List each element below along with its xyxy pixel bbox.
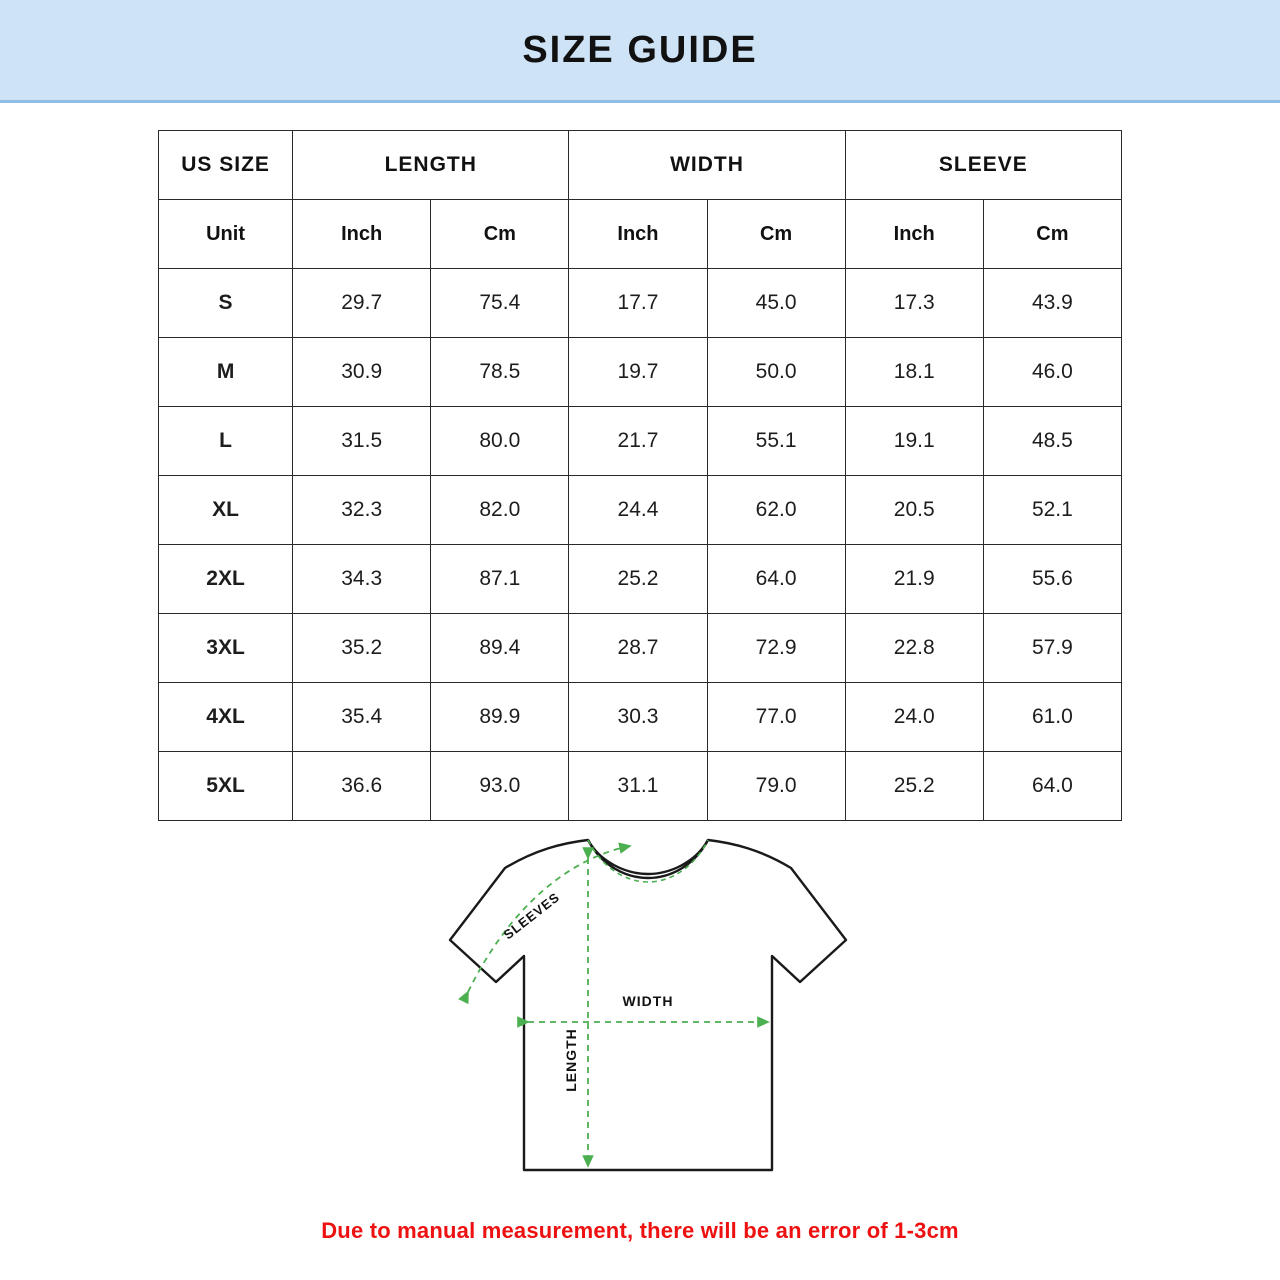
cell-length-inch: 31.5 <box>293 407 431 476</box>
cell-sleeve-inch: 18.1 <box>845 338 983 407</box>
column-header-us-size: US SIZE <box>159 131 293 200</box>
table-unit-row <box>159 200 1122 269</box>
table-row <box>159 407 1122 476</box>
cell-width-cm: 72.9 <box>707 614 845 683</box>
cell-sleeve-inch: 22.8 <box>845 614 983 683</box>
cell-length-cm: 89.9 <box>431 683 569 752</box>
column-header-width: WIDTH <box>569 131 845 200</box>
cell-size: 2XL <box>159 545 293 614</box>
cell-sleeve-cm: 57.9 <box>983 614 1121 683</box>
table-row <box>159 683 1122 752</box>
column-header-sleeve: SLEEVE <box>845 131 1121 200</box>
unit-width-cm: Cm <box>707 200 845 269</box>
cell-length-inch: 29.7 <box>293 269 431 338</box>
cell-sleeve-inch: 17.3 <box>845 269 983 338</box>
cell-sleeve-inch: 25.2 <box>845 752 983 821</box>
cell-sleeve-cm: 64.0 <box>983 752 1121 821</box>
cell-size: M <box>159 338 293 407</box>
cell-length-cm: 80.0 <box>431 407 569 476</box>
cell-sleeve-cm: 43.9 <box>983 269 1121 338</box>
cell-length-inch: 34.3 <box>293 545 431 614</box>
table-row <box>159 614 1122 683</box>
cell-width-inch: 25.2 <box>569 545 707 614</box>
cell-size: 3XL <box>159 614 293 683</box>
unit-sleeve-inch: Inch <box>845 200 983 269</box>
cell-length-inch: 32.3 <box>293 476 431 545</box>
unit-sleeve-cm: Cm <box>983 200 1121 269</box>
table-row <box>159 476 1122 545</box>
cell-sleeve-cm: 46.0 <box>983 338 1121 407</box>
table-row <box>159 545 1122 614</box>
table-row <box>159 338 1122 407</box>
cell-length-cm: 78.5 <box>431 338 569 407</box>
cell-sleeve-cm: 52.1 <box>983 476 1121 545</box>
cell-width-inch: 21.7 <box>569 407 707 476</box>
cell-length-cm: 89.4 <box>431 614 569 683</box>
cell-width-cm: 79.0 <box>707 752 845 821</box>
cell-size: L <box>159 407 293 476</box>
cell-sleeve-inch: 21.9 <box>845 545 983 614</box>
cell-sleeve-cm: 55.6 <box>983 545 1121 614</box>
cell-length-cm: 93.0 <box>431 752 569 821</box>
cell-length-cm: 75.4 <box>431 269 569 338</box>
cell-sleeve-inch: 19.1 <box>845 407 983 476</box>
cell-length-inch: 30.9 <box>293 338 431 407</box>
table-group-header-row <box>159 131 1122 200</box>
unit-length-inch: Inch <box>293 200 431 269</box>
tshirt-measurement-illustration <box>0 810 1280 1200</box>
cell-length-inch: 36.6 <box>293 752 431 821</box>
cell-width-cm: 77.0 <box>707 683 845 752</box>
cell-size: S <box>159 269 293 338</box>
cell-length-cm: 87.1 <box>431 545 569 614</box>
width-label: WIDTH <box>622 993 674 1009</box>
unit-length-cm: Cm <box>431 200 569 269</box>
cell-width-cm: 55.1 <box>707 407 845 476</box>
cell-size: 4XL <box>159 683 293 752</box>
cell-width-inch: 24.4 <box>569 476 707 545</box>
cell-width-inch: 30.3 <box>569 683 707 752</box>
cell-width-cm: 50.0 <box>707 338 845 407</box>
cell-size: 5XL <box>159 752 293 821</box>
cell-length-inch: 35.2 <box>293 614 431 683</box>
cell-sleeve-inch: 20.5 <box>845 476 983 545</box>
cell-sleeve-inch: 24.0 <box>845 683 983 752</box>
unit-label: Unit <box>159 200 293 269</box>
length-label: LENGTH <box>563 1028 579 1092</box>
column-header-length: LENGTH <box>293 131 569 200</box>
page-title: SIZE GUIDE <box>522 28 758 71</box>
cell-width-inch: 28.7 <box>569 614 707 683</box>
cell-sleeve-cm: 48.5 <box>983 407 1121 476</box>
cell-width-cm: 62.0 <box>707 476 845 545</box>
header-banner <box>0 0 1280 103</box>
size-chart-table <box>158 130 1122 821</box>
cell-sleeve-cm: 61.0 <box>983 683 1121 752</box>
cell-length-inch: 35.4 <box>293 683 431 752</box>
measurement-disclaimer: Due to manual measurement, there will be an error of 1-3cm <box>321 1218 959 1243</box>
cell-width-inch: 17.7 <box>569 269 707 338</box>
unit-width-inch: Inch <box>569 200 707 269</box>
cell-length-cm: 82.0 <box>431 476 569 545</box>
cell-width-inch: 19.7 <box>569 338 707 407</box>
cell-width-cm: 45.0 <box>707 269 845 338</box>
size-table-container <box>158 130 1122 821</box>
cell-width-cm: 64.0 <box>707 545 845 614</box>
cell-width-inch: 31.1 <box>569 752 707 821</box>
table-row <box>159 269 1122 338</box>
cell-size: XL <box>159 476 293 545</box>
sleeves-label: SLEEVES <box>500 889 563 943</box>
